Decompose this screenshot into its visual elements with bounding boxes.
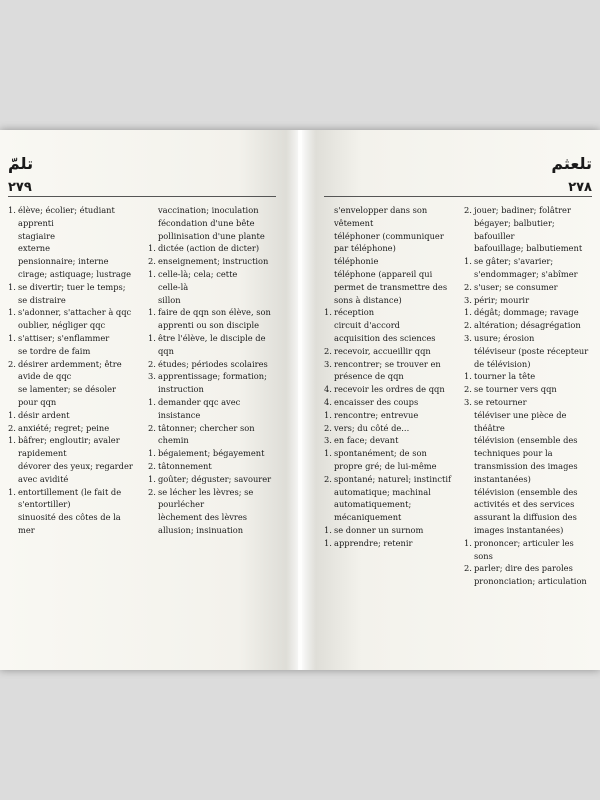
entry-index: [324, 268, 334, 306]
entry-definition: demander qqc avec insistance: [158, 396, 241, 420]
page-number: ٢٧٨: [568, 180, 592, 195]
entry-index: [8, 242, 18, 255]
left-page-header: [0, 154, 298, 195]
entry-index: [324, 486, 334, 499]
entry-definition: désir ardent: [18, 409, 70, 420]
dictionary-entry: [8, 319, 136, 332]
entry-definition: se donner un surnom: [334, 524, 424, 535]
dictionary-entry: [464, 575, 592, 588]
dictionary-entry: [324, 345, 452, 358]
entry-index: [464, 409, 474, 435]
dictionary-entry: [8, 383, 136, 409]
entry-index: [8, 230, 18, 243]
entry-definition: sinuosité des côtes de la mer: [18, 512, 121, 535]
dictionary-entry: [8, 409, 136, 422]
dictionary-entry: [8, 281, 136, 307]
entry-index: 1.: [148, 332, 156, 343]
entry-index: 2.: [464, 384, 472, 395]
entry-index: 3.: [464, 332, 472, 343]
page-number: ٢٧٩: [8, 180, 32, 195]
dictionary-entry: [324, 447, 452, 473]
entry-index: 1.: [8, 205, 16, 215]
dictionary-entry: [148, 460, 276, 473]
entry-index: [8, 511, 18, 537]
entry-index: 1.: [148, 243, 156, 254]
dictionary-entry: [464, 562, 592, 575]
right-page-header: [302, 154, 600, 195]
book-spread: [0, 130, 600, 670]
entry-index: 1.: [148, 448, 156, 459]
dictionary-entry: [464, 383, 592, 396]
dictionary-entry: [148, 204, 276, 217]
entry-definition: parler; dire des paroles: [474, 563, 573, 574]
entry-definition: anxiété; regret; peine: [18, 422, 110, 433]
entry-definition: recevoir, accueillir qqn: [334, 345, 431, 356]
dictionary-entry: [148, 217, 276, 230]
entry-definition: téléviser une pièce de théâtre: [474, 409, 567, 433]
entry-index: [464, 345, 474, 371]
dictionary-entry: [8, 345, 136, 358]
header-rule: [324, 196, 592, 197]
entry-index: 1.: [324, 307, 332, 318]
entry-definition: apprentissage; formation; instruction: [158, 371, 267, 395]
entry-index: [8, 383, 18, 409]
entry-index: [8, 460, 18, 486]
dictionary-entry: [8, 255, 136, 268]
entry-definition: désirer ardemment; être avide de qqc: [18, 358, 122, 382]
entry-definition: enseignement; instruction: [158, 256, 269, 267]
dictionary-entry: [464, 332, 592, 345]
dictionary-entry: [148, 306, 276, 332]
entry-index: [8, 217, 18, 230]
dictionary-entry: [148, 268, 276, 281]
entry-index: 3.: [324, 358, 332, 369]
entry-index: 2.: [464, 281, 472, 292]
entry-definition: se retourner: [474, 396, 527, 407]
entry-index: 2.: [324, 473, 332, 484]
entry-definition: allusion; insinuation: [158, 524, 244, 535]
dictionary-entry: [148, 396, 276, 422]
entry-definition: réception: [334, 307, 375, 318]
entry-index: [148, 511, 158, 524]
entry-definition: tourner la tête: [474, 371, 536, 382]
dictionary-entry: [8, 332, 136, 345]
dictionary-entry: [324, 332, 452, 345]
dictionary-entry: [148, 281, 276, 294]
dictionary-entry: [8, 358, 136, 384]
entry-index: 1.: [8, 307, 16, 318]
entry-definition: celle-là: [158, 281, 189, 292]
right-page: [302, 130, 600, 670]
entry-definition: tâtonnement: [158, 460, 212, 471]
entry-definition: se tordre de faim: [18, 345, 91, 356]
dictionary-entry: [324, 473, 452, 486]
entry-index: 1.: [324, 409, 332, 420]
dictionary-entry: [464, 486, 592, 537]
entry-index: 1.: [8, 281, 16, 292]
entry-definition: études; périodes scolaires: [158, 358, 268, 369]
dictionary-entry: [464, 306, 592, 319]
entry-index: 2.: [148, 358, 156, 369]
entry-index: [324, 204, 334, 230]
entry-index: [148, 217, 158, 230]
entry-index: [464, 486, 474, 537]
entry-index: 2.: [464, 205, 472, 215]
entry-definition: spontané; naturel; instinctif: [334, 473, 452, 484]
entry-definition: lèchement des lèvres: [158, 512, 248, 523]
entry-definition: télévision (ensemble des techniques pour la transmission des images instantanées): [474, 435, 578, 484]
entry-index: [148, 524, 158, 537]
entry-index: 2.: [148, 486, 156, 497]
entry-index: [324, 498, 334, 524]
entry-definition: s'user; se consumer: [474, 281, 558, 292]
dictionary-entry: [464, 319, 592, 332]
entry-definition: bafouillage; balbutiement: [474, 243, 583, 254]
header-word: تلعثم: [551, 154, 592, 173]
dictionary-entry: [148, 255, 276, 268]
entry-index: 2.: [148, 422, 156, 433]
dictionary-entry: [464, 255, 592, 281]
entry-definition: sillon: [158, 294, 181, 305]
entry-definition: acquisition des sciences: [334, 332, 436, 343]
entry-index: 1.: [8, 435, 16, 446]
entry-definition: dégât; dommage; ravage: [474, 307, 579, 318]
right-column-2: [464, 204, 592, 588]
dictionary-entry: [8, 434, 136, 460]
entry-index: 1.: [464, 256, 472, 267]
entry-index: 3.: [464, 294, 472, 305]
left-column-1: [8, 204, 136, 537]
dictionary-entry: [464, 294, 592, 307]
dictionary-entry: [464, 204, 592, 217]
dictionary-entry: [8, 306, 136, 319]
entry-index: [148, 204, 158, 217]
entry-definition: en face; devant: [334, 435, 399, 446]
entry-definition: faire de qqn son élève, son apprenti ou son disciple: [158, 307, 271, 331]
dictionary-entry: [324, 319, 452, 332]
entry-index: 1.: [8, 486, 16, 497]
book-gutter: [286, 130, 316, 670]
dictionary-entry: [464, 281, 592, 294]
entry-definition: automatique; machinal: [334, 486, 431, 497]
dictionary-entry: [8, 460, 136, 486]
entry-definition: rencontrer; se trouver en présence de qqn: [334, 358, 441, 382]
entry-index: 2.: [324, 422, 332, 433]
entry-definition: périr; mourir: [474, 294, 530, 305]
dictionary-entry: [324, 383, 452, 396]
entry-index: 1.: [464, 537, 472, 548]
entry-index: 3.: [324, 435, 332, 446]
entry-index: [464, 242, 474, 255]
dictionary-entry: [148, 242, 276, 255]
entry-index: 2.: [464, 563, 472, 574]
dictionary-entry: [148, 332, 276, 358]
entry-definition: téléviseur (poste récepteur de télévision): [474, 345, 589, 369]
dictionary-entry: [324, 524, 452, 537]
entry-definition: rencontre; entrevue: [334, 409, 419, 420]
header-word: تلمّ: [8, 154, 34, 173]
entry-index: 2.: [8, 358, 16, 369]
entry-definition: automatiquement; mécaniquement: [334, 499, 412, 523]
dictionary-entry: [324, 486, 452, 499]
entry-definition: être l'élève, le disciple de qqn: [158, 332, 266, 356]
dictionary-entry: [324, 396, 452, 409]
entry-index: 2.: [8, 422, 16, 433]
dictionary-entry: [464, 537, 592, 563]
entry-definition: altération; désagrégation: [474, 320, 581, 331]
entry-definition: téléphoner (communiquer par téléphone): [334, 230, 444, 254]
entry-index: [8, 345, 18, 358]
entry-index: 4.: [324, 396, 332, 407]
entry-definition: dictée (action de dicter): [158, 243, 260, 254]
entry-definition: élève; écolier; étudiant: [18, 205, 115, 215]
dictionary-entry: [324, 422, 452, 435]
dictionary-entry: [148, 524, 276, 537]
entry-index: 1.: [148, 396, 156, 407]
entry-index: [148, 281, 158, 294]
entry-definition: stagiaire: [18, 230, 55, 241]
dictionary-entry: [324, 409, 452, 422]
entry-definition: s'envelopper dans son vêtement: [334, 205, 428, 228]
dictionary-entry: [148, 473, 276, 486]
entry-index: [324, 319, 334, 332]
entry-definition: tâtonner; chercher son chemin: [158, 422, 255, 446]
dictionary-entry: [148, 358, 276, 371]
dictionary-entry: [324, 358, 452, 384]
dictionary-entry: [8, 242, 136, 255]
entry-definition: bégayer; balbutier; bafouiller: [474, 217, 555, 241]
dictionary-entry: [148, 230, 276, 243]
entry-index: 2.: [324, 345, 332, 356]
dictionary-entry: [8, 422, 136, 435]
entry-definition: goûter; déguster; savourer: [158, 473, 272, 484]
dictionary-entry: [148, 486, 276, 512]
entry-definition: oublier, négliger qqc: [18, 320, 106, 331]
entry-definition: encaisser des coups: [334, 396, 419, 407]
entry-definition: se lécher les lèvres; se pourlécher: [158, 486, 254, 510]
dictionary-entry: [8, 230, 136, 243]
entry-definition: externe: [18, 243, 51, 254]
dictionary-entry: [464, 217, 592, 243]
entry-definition: se divertir; tuer le temps; se distraire: [18, 281, 126, 305]
entry-index: 1.: [148, 473, 156, 484]
entry-index: 1.: [324, 537, 332, 548]
dictionary-entry: [324, 230, 452, 256]
entry-definition: prononciation; articulation: [474, 576, 587, 587]
entry-definition: télévision (ensemble des activités et des services assurant la diffusion des images instantanées): [474, 486, 578, 535]
entry-definition: vaccination; inoculation: [158, 205, 259, 215]
entry-index: 1.: [324, 448, 332, 459]
entry-index: 1.: [148, 268, 156, 279]
entry-definition: prononcer; articuler les sons: [474, 537, 574, 561]
entry-definition: se tourner vers qqn: [474, 384, 557, 395]
entry-definition: apprenti: [18, 217, 54, 228]
dictionary-entry: [324, 498, 452, 524]
dictionary-entry: [8, 486, 136, 512]
entry-definition: entortillement (le fait de s'entortiller): [18, 486, 122, 510]
left-page: [0, 130, 298, 670]
dictionary-entry: [464, 345, 592, 371]
entry-index: [464, 575, 474, 588]
entry-index: 3.: [464, 396, 472, 407]
entry-index: [8, 268, 18, 281]
entry-definition: s'adonner, s'attacher à qqc: [18, 307, 132, 318]
dictionary-entry: [148, 447, 276, 460]
entry-definition: circuit d'accord: [334, 320, 400, 331]
entry-index: 2.: [148, 256, 156, 267]
entry-definition: téléphonie: [334, 256, 379, 267]
entry-index: 4.: [324, 384, 332, 395]
dictionary-entry: [148, 370, 276, 396]
dictionary-entry: [324, 255, 452, 268]
entry-definition: celle-là; cela; cette: [158, 268, 238, 279]
dictionary-entry: [8, 511, 136, 537]
entry-index: 1.: [464, 371, 472, 382]
entry-index: [148, 230, 158, 243]
dictionary-entry: [8, 268, 136, 281]
entry-definition: dévorer des yeux; regarder avec avidité: [18, 460, 133, 484]
dictionary-entry: [324, 204, 452, 230]
entry-index: 1.: [8, 332, 16, 343]
entry-definition: fécondation d'une bête: [158, 217, 255, 228]
right-column-1: [324, 204, 452, 550]
entry-index: 1.: [324, 524, 332, 535]
entry-index: [324, 332, 334, 345]
dictionary-entry: [464, 242, 592, 255]
dictionary-entry: [464, 396, 592, 409]
entry-index: [324, 255, 334, 268]
dictionary-entry: [464, 409, 592, 435]
entry-definition: pensionnaire; interne: [18, 256, 109, 267]
entry-definition: téléphone (appareil qui permet de transmettre des sons à distance): [334, 268, 448, 305]
entry-definition: se lamenter; se désoler pour qqn: [18, 384, 116, 407]
entry-definition: vers; du côté de...: [334, 422, 410, 433]
entry-index: 2.: [464, 320, 472, 331]
entry-index: 1.: [148, 307, 156, 318]
entry-index: 2.: [148, 460, 156, 471]
entry-definition: recevoir les ordres de qqn: [334, 384, 445, 395]
entry-definition: bâfrer; engloutir; avaler rapidement: [18, 435, 120, 459]
entry-definition: s'attiser; s'enflammer: [18, 332, 110, 343]
entry-definition: pollinisation d'une plante: [158, 230, 265, 241]
dictionary-entry: [8, 217, 136, 230]
dictionary-entry: [148, 422, 276, 448]
entry-index: [464, 434, 474, 485]
header-rule: [8, 196, 276, 197]
dictionary-entry: [324, 268, 452, 306]
entry-index: [464, 217, 474, 243]
entry-index: [8, 319, 18, 332]
entry-definition: spontanément; de son propre gré; de lui-même: [334, 448, 437, 471]
entry-definition: usure; érosion: [474, 332, 535, 343]
dictionary-entry: [148, 294, 276, 307]
dictionary-entry: [148, 511, 276, 524]
dictionary-entry: [324, 434, 452, 447]
entry-index: [324, 230, 334, 256]
dictionary-entry: [464, 434, 592, 485]
dictionary-entry: [324, 306, 452, 319]
dictionary-entry: [324, 537, 452, 550]
entry-definition: bégaiement; bégayement: [158, 448, 265, 459]
entry-index: [8, 255, 18, 268]
entry-definition: se gâter; s'avarier; s'endommager; s'abîmer: [474, 256, 578, 279]
dictionary-entry: [464, 370, 592, 383]
entry-index: 1.: [464, 307, 472, 318]
entry-index: 1.: [8, 409, 16, 420]
entry-index: 3.: [148, 371, 156, 382]
entry-index: [148, 294, 158, 307]
left-column-2: [148, 204, 276, 537]
entry-definition: apprendre; retenir: [334, 537, 413, 548]
entry-definition: jouer; badiner; folâtrer: [474, 205, 571, 215]
entry-definition: cirage; astiquage; lustrage: [18, 268, 132, 279]
dictionary-entry: [8, 204, 136, 217]
